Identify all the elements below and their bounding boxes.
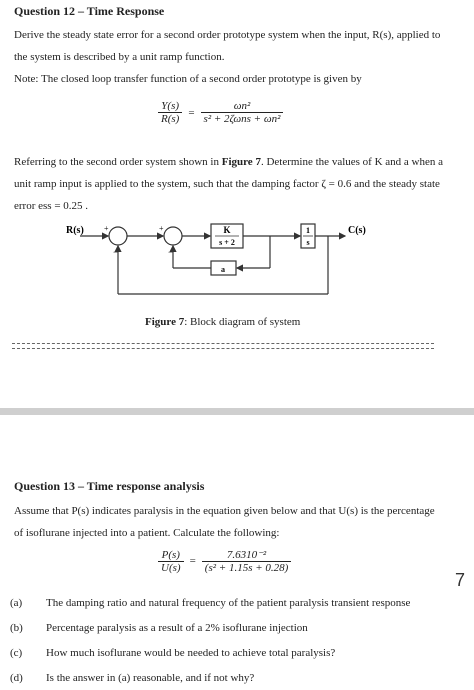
q13-paragraph: Assume that P(s) indicates paralysis in the equation given below and that U(s) is the percentage of isoflurane injected into a patient. Calculate the following: (14, 505, 435, 539)
q12-paragraph-2-b: . Determine the values of K and a when a unit ramp input is applied to the system, such that the damping factor ζ = 0.6 and the steady state error ess = 0.25 . (14, 156, 443, 212)
q12-paragraph-1: Derive the steady state error for a second order prototype system when the input, R(s), applied to the system is described by a unit ramp function. (14, 29, 441, 63)
q12-lhs-den: R(s) (158, 112, 182, 125)
block1-num: K (223, 225, 231, 235)
sum2-minus: − (168, 247, 174, 257)
q12-rhs-fraction (201, 100, 284, 125)
block2-den: s (306, 238, 310, 247)
q12-paragraph-2 (14, 151, 444, 217)
q12-transfer-function (158, 100, 283, 125)
side-page-number: 7 (455, 570, 466, 590)
q12-equals: = (188, 106, 195, 119)
block1-den: s + 2 (219, 238, 235, 247)
part-label: (a) (10, 596, 23, 609)
part-text: The damping ratio and natural frequency of the patient paralysis transient response (46, 596, 411, 609)
feedback-a-label: a (221, 265, 225, 274)
list-item (10, 615, 450, 640)
q13-rhs-num: 7.6310⁻² (226, 549, 267, 561)
part-label: (b) (10, 621, 23, 634)
q13-lhs-fraction (158, 549, 184, 574)
q13-rhs-fraction (202, 548, 292, 574)
sum1-plus: + (104, 224, 109, 233)
q13-transfer-function (158, 548, 291, 574)
q12-note: Note: The closed loop transfer function of a second order prototype is given by (14, 73, 362, 85)
output-label: C(s) (348, 225, 366, 236)
q12-lhs-num: Y(s) (161, 100, 180, 112)
q12-rhs-den: s² + 2ζωns + ωn² (201, 112, 284, 125)
list-item (10, 590, 450, 615)
q12-rhs-num: ωn² (233, 100, 251, 112)
summing-junction-2 (164, 227, 182, 245)
input-label: R(s) (66, 225, 84, 236)
block-diagram (0, 222, 474, 312)
caption-text: : Block diagram of system (184, 316, 301, 328)
part-text: How much isoflurane would be needed to achieve total paralysis? (46, 646, 336, 659)
sum1-minus: − (113, 247, 119, 257)
q13-lhs-num: P(s) (161, 548, 180, 561)
caption-figure-number: Figure 7 (145, 316, 185, 328)
section-divider (12, 343, 434, 349)
part-label: (d) (10, 671, 23, 684)
q13-rhs-den: (s² + 1.15s + 0.28) (202, 561, 292, 574)
q13-lhs-den: U(s) (158, 561, 184, 574)
q13-parts-list (10, 590, 450, 690)
q12-lhs-fraction (158, 100, 182, 125)
summing-junction-1 (109, 227, 127, 245)
q12-figure-ref: Figure 7 (221, 156, 261, 168)
q13-equals: = (189, 555, 196, 567)
list-item (10, 665, 450, 690)
page-break-band (0, 408, 474, 415)
part-text: Is the answer in (a) reasonable, and if not why? (46, 671, 255, 684)
figure-caption (145, 316, 300, 328)
block2-num: 1 (306, 226, 310, 235)
part-label: (c) (10, 646, 23, 659)
part-text: Percentage paralysis as a result of a 2% isoflurane injection (46, 621, 308, 634)
sum2-plus: + (159, 224, 164, 233)
q12-paragraph-2-a: Referring to the second order system shown in (14, 156, 222, 168)
question-13-title: Question 13 – Time response analysis (14, 479, 205, 493)
list-item (10, 640, 450, 665)
question-12-title: Question 12 – Time Response (14, 4, 165, 18)
